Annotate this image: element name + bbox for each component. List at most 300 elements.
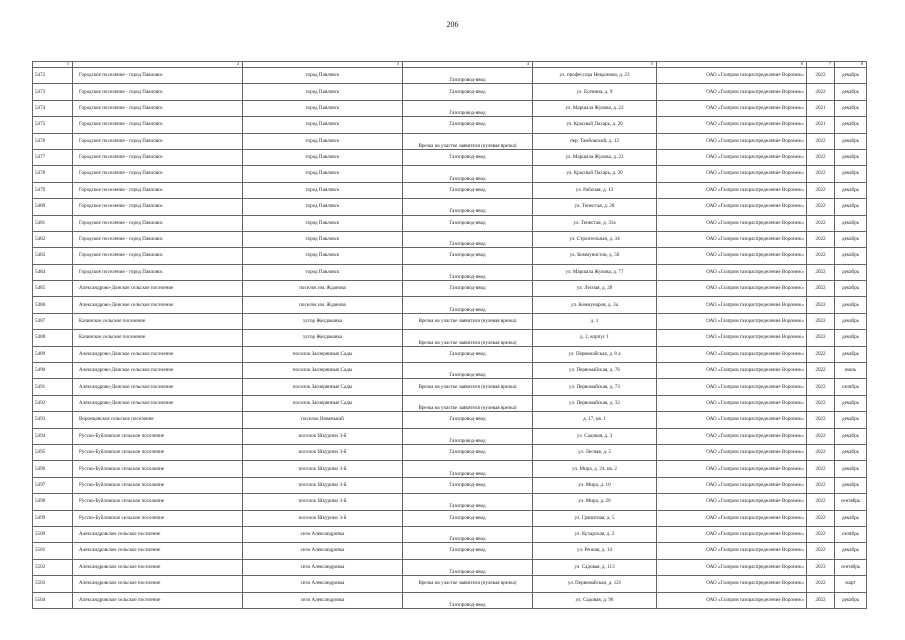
address-cell: ул. Кухарская, д. 2: [533, 526, 657, 542]
address-cell: ул. Первомайская, д. 32: [533, 395, 657, 411]
table-body: [33, 68, 867, 609]
settlement-cell: Городское поселение - город Павловск: [73, 166, 243, 182]
table-row: [33, 215, 867, 231]
locality-cell: город Павловск: [243, 84, 403, 100]
object-cell: Газопровод-ввод: [403, 461, 533, 477]
row-number: 5491: [33, 379, 73, 395]
month-cell: декабрь: [835, 117, 867, 133]
organization-cell: ОАО «Газпром газораспределение Воронеж»: [657, 100, 807, 116]
organization-cell: ОАО «Газпром газораспределение Воронеж»: [657, 444, 807, 460]
object-cell: Газопровод-ввод: [403, 281, 533, 297]
month-cell: декабрь: [835, 330, 867, 346]
settlement-cell: Русско-Буйловское сельское поселение: [73, 444, 243, 460]
month-cell: октябрь: [835, 379, 867, 395]
row-number: 5502: [33, 559, 73, 575]
table-row: [33, 412, 867, 428]
address-cell: ул. Первомайская, д. 76: [533, 363, 657, 379]
settlement-cell: Городское поселение - город Павловск: [73, 117, 243, 133]
table-row: [33, 264, 867, 280]
organization-cell: ОАО «Газпром газораспределение Воронеж»: [657, 68, 807, 84]
address-cell: ул. Красный Пахарь, д. 20: [533, 117, 657, 133]
address-cell: ул. Коммунистов, д. 50: [533, 248, 657, 264]
column-header-7: 7: [807, 62, 835, 68]
row-number: 5504: [33, 592, 73, 608]
address-cell: ул. Садовая, д. 3: [533, 428, 657, 444]
year-cell: 2023: [807, 559, 835, 575]
year-cell: 2022: [807, 166, 835, 182]
row-number: 5479: [33, 182, 73, 198]
address-cell: д. 17, кв. 1: [533, 412, 657, 428]
locality-cell: поселок Новенький: [243, 412, 403, 428]
settlement-cell: Александрово-Донское сельское поселение: [73, 395, 243, 411]
locality-cell: город Павловск: [243, 248, 403, 264]
object-cell: Врезка на участке заявителя (нулевая врезка): [403, 379, 533, 395]
address-cell: ул. Речная, д. 14: [533, 543, 657, 559]
row-number: 5472: [33, 68, 73, 84]
address-cell: ул. Маршала Жукова, д. 77: [533, 264, 657, 280]
year-cell: 2022: [807, 477, 835, 493]
column-header-1: 1: [33, 62, 73, 68]
settlement-cell: Городское поселение - город Павловск: [73, 182, 243, 198]
month-cell: декабрь: [835, 231, 867, 247]
address-cell: ул. Мира, д. 24, кв. 2: [533, 461, 657, 477]
organization-cell: ОАО «Газпром газораспределение Воронеж»: [657, 510, 807, 526]
address-cell: ул. Мира, д. 10: [533, 477, 657, 493]
month-cell: декабрь: [835, 313, 867, 329]
table-row: [33, 444, 867, 460]
address-cell: ул. Садовая, д. 113: [533, 559, 657, 575]
settlement-cell: Городское поселение - город Павловск: [73, 231, 243, 247]
month-cell: декабрь: [835, 133, 867, 149]
locality-cell: хутор Желдаковка: [243, 313, 403, 329]
locality-cell: поселок Шкурино 3-й: [243, 428, 403, 444]
address-cell: ул. Первомайская, д. 121: [533, 576, 657, 592]
year-cell: 2022: [807, 363, 835, 379]
table-row: [33, 461, 867, 477]
settlement-cell: Русско-Буйловское сельское поселение: [73, 494, 243, 510]
object-cell: Газопровод-ввод: [403, 363, 533, 379]
year-cell: 2022: [807, 592, 835, 608]
row-number: 5503: [33, 576, 73, 592]
locality-cell: поселок Шкурино 3-й: [243, 444, 403, 460]
address-cell: д. 1: [533, 313, 657, 329]
locality-cell: село Александровка: [243, 526, 403, 542]
settlement-cell: Русско-Буйловское сельское поселение: [73, 477, 243, 493]
table-row: [33, 395, 867, 411]
year-cell: 2022: [807, 379, 835, 395]
row-number: 5488: [33, 330, 73, 346]
month-cell: декабрь: [835, 215, 867, 231]
address-cell: ул. Садовая, д. 96: [533, 592, 657, 608]
object-cell: Газопровод-ввод: [403, 166, 533, 182]
row-number: 5483: [33, 248, 73, 264]
organization-cell: ОАО «Газпром газораспределение Воронеж»: [657, 313, 807, 329]
object-cell: Газопровод-ввод: [403, 84, 533, 100]
settlement-cell: Городское поселение - город Павловск: [73, 264, 243, 280]
year-cell: 2022: [807, 494, 835, 510]
locality-cell: город Павловск: [243, 68, 403, 84]
address-cell: ул. профессора Невдонова, д. 23: [533, 68, 657, 84]
settlement-cell: Александровское сельское поселение: [73, 576, 243, 592]
month-cell: декабрь: [835, 100, 867, 116]
settlement-cell: Русско-Буйловское сельское поселение: [73, 461, 243, 477]
month-cell: декабрь: [835, 543, 867, 559]
locality-cell: поселок Шкурино 3-й: [243, 494, 403, 510]
address-cell: ул. Тенистая, д. 28: [533, 199, 657, 215]
table-row: [33, 363, 867, 379]
table-row: [33, 133, 867, 149]
organization-cell: ОАО «Газпром газораспределение Воронеж»: [657, 248, 807, 264]
organization-cell: ОАО «Газпром газораспределение Воронеж»: [657, 412, 807, 428]
row-number: 5497: [33, 477, 73, 493]
month-cell: декабрь: [835, 297, 867, 313]
month-cell: декабрь: [835, 182, 867, 198]
row-number: 5495: [33, 444, 73, 460]
object-cell: Газопровод-ввод: [403, 477, 533, 493]
object-cell: Газопровод-ввод: [403, 346, 533, 362]
object-cell: Врезка на участке заявителя (нулевая врезка): [403, 133, 533, 149]
month-cell: декабрь: [835, 412, 867, 428]
month-cell: сентябрь: [835, 559, 867, 575]
month-cell: декабрь: [835, 248, 867, 264]
month-cell: декабрь: [835, 264, 867, 280]
organization-cell: ОАО «Газпром газораспределение Воронеж»: [657, 231, 807, 247]
row-number: 5482: [33, 231, 73, 247]
settlement-cell: Городское поселение - город Павловск: [73, 199, 243, 215]
month-cell: октябрь: [835, 526, 867, 542]
organization-cell: ОАО «Газпром газораспределение Воронеж»: [657, 346, 807, 362]
table-row: [33, 166, 867, 182]
year-cell: 2022: [807, 133, 835, 149]
table-row: [33, 297, 867, 313]
year-cell: 2022: [807, 510, 835, 526]
year-cell: 2022: [807, 215, 835, 231]
settlement-cell: Русско-Буйловское сельское поселение: [73, 428, 243, 444]
row-number: 5487: [33, 313, 73, 329]
row-number: 5473: [33, 84, 73, 100]
year-cell: 2022: [807, 149, 835, 165]
table-row: [33, 428, 867, 444]
table-row: [33, 576, 867, 592]
settlement-cell: Городское поселение - город Павловск: [73, 149, 243, 165]
row-number: 5499: [33, 510, 73, 526]
locality-cell: поселок Заозерянные Сады: [243, 379, 403, 395]
locality-cell: село Александровка: [243, 592, 403, 608]
organization-cell: ОАО «Газпром газораспределение Воронеж»: [657, 281, 807, 297]
year-cell: 2022: [807, 576, 835, 592]
table-row: [33, 248, 867, 264]
month-cell: декабрь: [835, 68, 867, 84]
address-cell: ул. Коммунаров, д. 3а: [533, 297, 657, 313]
locality-cell: город Павловск: [243, 166, 403, 182]
year-cell: 2021: [807, 117, 835, 133]
object-cell: Газопровод-ввод: [403, 494, 533, 510]
organization-cell: ОАО «Газпром газораспределение Воронеж»: [657, 526, 807, 542]
settlement-cell: Городское поселение - город Павловск: [73, 100, 243, 116]
month-cell: декабрь: [835, 461, 867, 477]
table-row: [33, 313, 867, 329]
row-number: 5500: [33, 526, 73, 542]
year-cell: 2022: [807, 199, 835, 215]
organization-cell: ОАО «Газпром газораспределение Воронеж»: [657, 477, 807, 493]
year-cell: 2022: [807, 444, 835, 460]
address-cell: ул. Строительная, д. 34: [533, 231, 657, 247]
object-cell: Газопровод-ввод: [403, 199, 533, 215]
locality-cell: город Павловск: [243, 100, 403, 116]
year-cell: 2022: [807, 412, 835, 428]
object-cell: Газопровод-ввод: [403, 444, 533, 460]
year-cell: 2022: [807, 182, 835, 198]
settlement-cell: Городское поселение - город Павловск: [73, 133, 243, 149]
address-cell: ул. Мира, д. 26: [533, 494, 657, 510]
address-cell: ул. Тенистая, д. 31а: [533, 215, 657, 231]
address-cell: ул. Лесная, д. 28: [533, 281, 657, 297]
month-cell: июнь: [835, 363, 867, 379]
settlement-cell: Александрово-Донское сельское поселение: [73, 281, 243, 297]
year-cell: 2022: [807, 248, 835, 264]
organization-cell: ОАО «Газпром газораспределение Воронеж»: [657, 395, 807, 411]
organization-cell: ОАО «Газпром газораспределение Воронеж»: [657, 559, 807, 575]
locality-cell: город Павловск: [243, 117, 403, 133]
row-number: 5489: [33, 346, 73, 362]
organization-cell: ОАО «Газпром газораспределение Воронеж»: [657, 117, 807, 133]
organization-cell: ОАО «Газпром газораспределение Воронеж»: [657, 182, 807, 198]
table-row: [33, 592, 867, 608]
organization-cell: ОАО «Газпром газораспределение Воронеж»: [657, 330, 807, 346]
row-number: 5476: [33, 133, 73, 149]
column-header-5: 5: [533, 62, 657, 68]
locality-cell: город Павловск: [243, 264, 403, 280]
object-cell: Врезка на участке заявителя (нулевая врезка): [403, 330, 533, 346]
address-cell: ул. Маршала Жукова, д. 22: [533, 100, 657, 116]
table-row: [33, 559, 867, 575]
organization-cell: ОАО «Газпром газораспределение Воронеж»: [657, 215, 807, 231]
address-cell: ул. Первомайская, д. 8 а: [533, 346, 657, 362]
row-number: 5475: [33, 117, 73, 133]
locality-cell: поселок Шкурино 3-й: [243, 477, 403, 493]
object-cell: Газопровод-ввод: [403, 592, 533, 608]
year-cell: 2022: [807, 68, 835, 84]
object-cell: Газопровод-ввод: [403, 428, 533, 444]
locality-cell: город Павловск: [243, 215, 403, 231]
address-cell: ул. Гранитная, д. 5: [533, 510, 657, 526]
column-header-3: 3: [243, 62, 403, 68]
year-cell: 2022: [807, 231, 835, 247]
month-cell: декабрь: [835, 166, 867, 182]
settlement-cell: Александровское сельское поселение: [73, 526, 243, 542]
locality-cell: поселок им. Жданова: [243, 281, 403, 297]
object-cell: Газопровод-ввод: [403, 182, 533, 198]
settlement-cell: Александровское сельское поселение: [73, 543, 243, 559]
address-cell: ул. Лесная, д. 5: [533, 444, 657, 460]
locality-cell: город Павловск: [243, 133, 403, 149]
row-number: 5493: [33, 412, 73, 428]
month-cell: декабрь: [835, 428, 867, 444]
column-header-4: 4: [403, 62, 533, 68]
row-number: 5474: [33, 100, 73, 116]
year-cell: 2022: [807, 526, 835, 542]
organization-cell: ОАО «Газпром газораспределение Воронеж»: [657, 166, 807, 182]
year-cell: 2022: [807, 84, 835, 100]
locality-cell: село Александровка: [243, 559, 403, 575]
object-cell: Газопровод-ввод: [403, 297, 533, 313]
row-number: 5498: [33, 494, 73, 510]
organization-cell: ОАО «Газпром газораспределение Воронеж»: [657, 84, 807, 100]
object-cell: Газопровод-ввод: [403, 559, 533, 575]
locality-cell: село Александровка: [243, 576, 403, 592]
object-cell: Врезка на участке заявителя (нулевая врезка): [403, 313, 533, 329]
address-cell: ул. Маршала Жукова, д. 22: [533, 149, 657, 165]
month-cell: декабрь: [835, 444, 867, 460]
locality-cell: поселок Заозерянные Сады: [243, 363, 403, 379]
object-cell: Газопровод-ввод: [403, 215, 533, 231]
table-row: [33, 182, 867, 198]
month-cell: декабрь: [835, 199, 867, 215]
table-row: [33, 149, 867, 165]
address-cell: ул. Красный Пахарь, д. 20: [533, 166, 657, 182]
row-number: 5480: [33, 199, 73, 215]
organization-cell: ОАО «Газпром газораспределение Воронеж»: [657, 543, 807, 559]
locality-cell: город Павловск: [243, 199, 403, 215]
row-number: 5496: [33, 461, 73, 477]
row-number: 5486: [33, 297, 73, 313]
locality-cell: поселок Шкурино 3-й: [243, 510, 403, 526]
settlement-cell: Городское поселение - город Павловск: [73, 248, 243, 264]
object-cell: Врезка на участке заявителя (нулевая врезка): [403, 395, 533, 411]
year-cell: 2022: [807, 543, 835, 559]
locality-cell: хутор Желдаковка: [243, 330, 403, 346]
address-cell: ул. Есенина, д. 9: [533, 84, 657, 100]
table-row: [33, 379, 867, 395]
table-row: [33, 84, 867, 100]
table-row: [33, 100, 867, 116]
organization-cell: ОАО «Газпром газораспределение Воронеж»: [657, 363, 807, 379]
organization-cell: ОАО «Газпром газораспределение Воронеж»: [657, 461, 807, 477]
gas-connection-table: [32, 61, 867, 609]
table-row: [33, 330, 867, 346]
month-cell: сентябрь: [835, 494, 867, 510]
table-row: [33, 68, 867, 84]
month-cell: декабрь: [835, 592, 867, 608]
year-cell: 2022: [807, 313, 835, 329]
organization-cell: ОАО «Газпром газораспределение Воронеж»: [657, 379, 807, 395]
organization-cell: ОАО «Газпром газораспределение Воронеж»: [657, 297, 807, 313]
organization-cell: ОАО «Газпром газораспределение Воронеж»: [657, 576, 807, 592]
month-cell: декабрь: [835, 281, 867, 297]
row-number: 5492: [33, 395, 73, 411]
locality-cell: поселок Шкурино 3-й: [243, 461, 403, 477]
year-cell: 2022: [807, 346, 835, 362]
locality-cell: поселок им. Жданова: [243, 297, 403, 313]
object-cell: Газопровод-ввод: [403, 412, 533, 428]
table-row: [33, 494, 867, 510]
settlement-cell: Александрово-Донское сельское поселение: [73, 363, 243, 379]
month-cell: декабрь: [835, 510, 867, 526]
month-cell: декабрь: [835, 84, 867, 100]
organization-cell: ОАО «Газпром газораспределение Воронеж»: [657, 149, 807, 165]
table-row: [33, 526, 867, 542]
table-row: [33, 231, 867, 247]
month-cell: март: [835, 576, 867, 592]
table-row: [33, 477, 867, 493]
settlement-cell: Александровское сельское поселение: [73, 592, 243, 608]
address-cell: д. 2, корпус 1: [533, 330, 657, 346]
object-cell: Газопровод-ввод: [403, 149, 533, 165]
organization-cell: ОАО «Газпром газораспределение Воронеж»: [657, 494, 807, 510]
row-number: 5494: [33, 428, 73, 444]
settlement-cell: Александрово-Донское сельское поселение: [73, 379, 243, 395]
organization-cell: ОАО «Газпром газораспределение Воронеж»: [657, 592, 807, 608]
month-cell: декабрь: [835, 346, 867, 362]
locality-cell: город Павловск: [243, 149, 403, 165]
month-cell: декабрь: [835, 149, 867, 165]
object-cell: Газопровод-ввод: [403, 543, 533, 559]
year-cell: 2022: [807, 395, 835, 411]
table-row: [33, 510, 867, 526]
locality-cell: село Александровка: [243, 543, 403, 559]
settlement-cell: Казинское сельское поселение: [73, 330, 243, 346]
settlement-cell: Александрово-Донское сельское поселение: [73, 297, 243, 313]
organization-cell: ОАО «Газпром газораспределение Воронеж»: [657, 199, 807, 215]
address-cell: ул. Рабочая, д. 12: [533, 182, 657, 198]
row-number: 5484: [33, 264, 73, 280]
object-cell: Газопровод-ввод: [403, 100, 533, 116]
settlement-cell: Городское поселение - город Павловск: [73, 215, 243, 231]
locality-cell: город Павловск: [243, 182, 403, 198]
row-number: 5490: [33, 363, 73, 379]
object-cell: Газопровод-ввод: [403, 510, 533, 526]
locality-cell: город Павловск: [243, 231, 403, 247]
month-cell: декабрь: [835, 395, 867, 411]
object-cell: Газопровод-ввод: [403, 68, 533, 84]
table-row: [33, 543, 867, 559]
row-number: 5481: [33, 215, 73, 231]
settlement-cell: Казинское сельское поселение: [73, 313, 243, 329]
organization-cell: ОАО «Газпром газораспределение Воронеж»: [657, 133, 807, 149]
organization-cell: ОАО «Газпром газораспределение Воронеж»: [657, 428, 807, 444]
row-number: 5485: [33, 281, 73, 297]
row-number: 5478: [33, 166, 73, 182]
year-cell: 2022: [807, 330, 835, 346]
object-cell: Газопровод-ввод: [403, 264, 533, 280]
object-cell: Газопровод-ввод: [403, 231, 533, 247]
object-cell: Газопровод-ввод: [403, 526, 533, 542]
year-cell: 2022: [807, 461, 835, 477]
settlement-cell: Александровское сельское поселение: [73, 559, 243, 575]
settlement-cell: Александрово-Донское сельское поселение: [73, 346, 243, 362]
year-cell: 2022: [807, 297, 835, 313]
address-cell: пер. Тамбовский, д. 12: [533, 133, 657, 149]
settlement-cell: Воронцовское сельское поселение: [73, 412, 243, 428]
locality-cell: поселок Заозерянные Сады: [243, 346, 403, 362]
object-cell: Газопровод-ввод: [403, 117, 533, 133]
address-cell: ул. Первомайская, д. 73: [533, 379, 657, 395]
row-number: 5501: [33, 543, 73, 559]
row-number: 5477: [33, 149, 73, 165]
year-cell: 2022: [807, 281, 835, 297]
organization-cell: ОАО «Газпром газораспределение Воронеж»: [657, 264, 807, 280]
settlement-cell: Русско-Буйловское сельское поселение: [73, 510, 243, 526]
column-header-6: 6: [657, 62, 807, 68]
column-header-2: 2: [73, 62, 243, 68]
object-cell: Газопровод-ввод: [403, 248, 533, 264]
year-cell: 2022: [807, 428, 835, 444]
column-header-8: 8: [835, 62, 867, 68]
year-cell: 2022: [807, 264, 835, 280]
table-row: [33, 117, 867, 133]
table-row: [33, 281, 867, 297]
object-cell: Врезка на участке заявителя (нулевая врезка): [403, 576, 533, 592]
